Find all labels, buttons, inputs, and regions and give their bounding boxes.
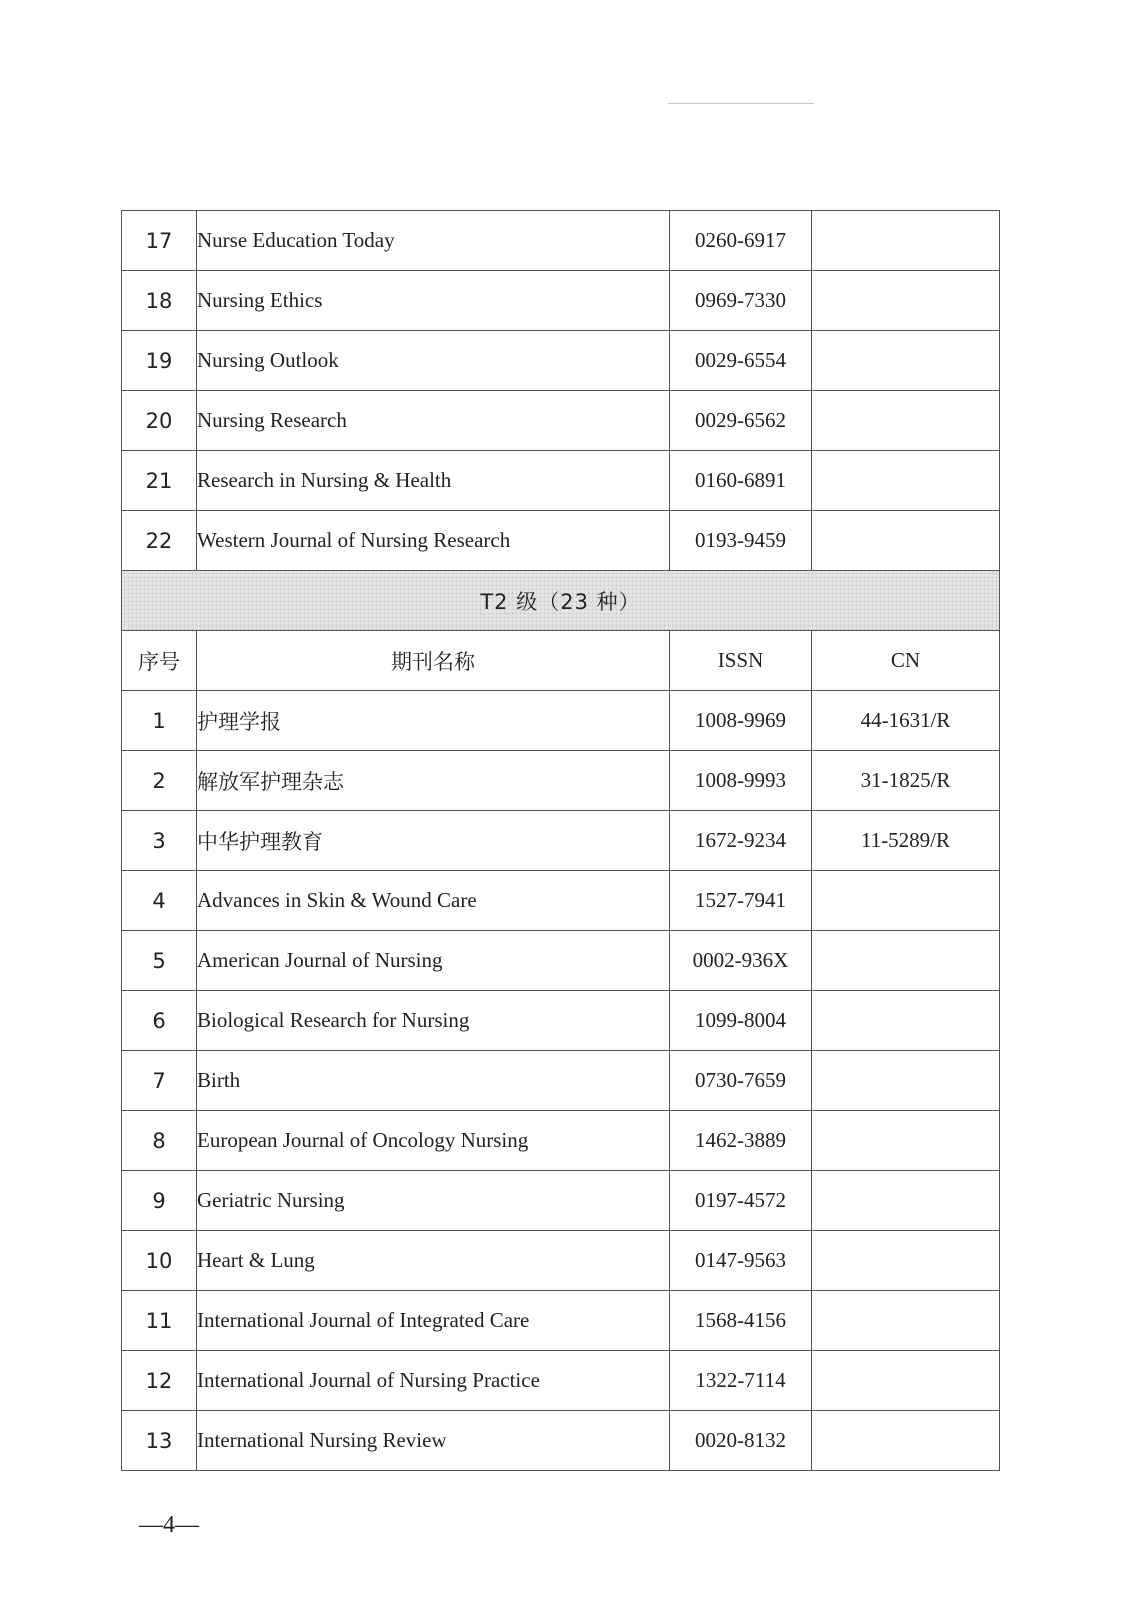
issn-cell: 1672-9234 (670, 811, 812, 871)
issn-cell: 0020-8132 (670, 1411, 812, 1471)
journal-name: 解放军护理杂志 (197, 751, 670, 811)
header-cn: CN (812, 631, 1000, 691)
row-number: 6 (122, 991, 197, 1051)
cn-cell (812, 1231, 1000, 1291)
table-row (122, 1051, 1000, 1111)
header-no: 序号 (122, 631, 197, 691)
cn-cell (812, 871, 1000, 931)
table-row (122, 331, 1000, 391)
row-number: 19 (122, 331, 197, 391)
journal-name: Western Journal of Nursing Research (197, 511, 670, 571)
cn-cell: 44-1631/R (812, 691, 1000, 751)
row-number: 7 (122, 1051, 197, 1111)
issn-cell: 0260-6917 (670, 211, 812, 271)
journal-name: International Journal of Integrated Care (197, 1291, 670, 1351)
row-number: 17 (122, 211, 197, 271)
cn-cell (812, 1051, 1000, 1111)
issn-cell: 1008-9969 (670, 691, 812, 751)
journal-name: American Journal of Nursing (197, 931, 670, 991)
cn-cell (812, 451, 1000, 511)
table-row (122, 1291, 1000, 1351)
issn-cell: 0160-6891 (670, 451, 812, 511)
header-issn: ISSN (670, 631, 812, 691)
cn-cell (812, 1111, 1000, 1171)
row-number: 21 (122, 451, 197, 511)
issn-cell: 1099-8004 (670, 991, 812, 1051)
t1-continued-rows (122, 211, 1000, 571)
journal-table (121, 210, 1000, 1471)
cn-cell (812, 1351, 1000, 1411)
table-row (122, 1351, 1000, 1411)
table-row (122, 271, 1000, 331)
journal-name: Nursing Ethics (197, 271, 670, 331)
cn-cell (812, 1411, 1000, 1471)
issn-cell: 1462-3889 (670, 1111, 812, 1171)
header-row (122, 631, 1000, 691)
table-row (122, 871, 1000, 931)
table-row (122, 1111, 1000, 1171)
cn-cell (812, 211, 1000, 271)
table-row (122, 691, 1000, 751)
table-row (122, 511, 1000, 571)
row-number: 10 (122, 1231, 197, 1291)
row-number: 12 (122, 1351, 197, 1411)
journal-name: Advances in Skin & Wound Care (197, 871, 670, 931)
issn-cell: 1568-4156 (670, 1291, 812, 1351)
row-number: 3 (122, 811, 197, 871)
row-number: 2 (122, 751, 197, 811)
table-row (122, 991, 1000, 1051)
issn-cell: 1527-7941 (670, 871, 812, 931)
cn-cell (812, 391, 1000, 451)
row-number: 13 (122, 1411, 197, 1471)
journal-name: Nursing Outlook (197, 331, 670, 391)
section-title: T2 级（23 种） (122, 571, 1000, 631)
journal-name: 护理学报 (197, 691, 670, 751)
section-row (122, 571, 1000, 631)
issn-cell: 0029-6554 (670, 331, 812, 391)
journal-name: 中华护理教育 (197, 811, 670, 871)
cn-cell (812, 931, 1000, 991)
table-row (122, 391, 1000, 451)
issn-cell: 1322-7114 (670, 1351, 812, 1411)
row-number: 20 (122, 391, 197, 451)
table-row (122, 751, 1000, 811)
cn-cell (812, 331, 1000, 391)
issn-cell: 0147-9563 (670, 1231, 812, 1291)
journal-name: Research in Nursing & Health (197, 451, 670, 511)
issn-cell: 0730-7659 (670, 1051, 812, 1111)
issn-cell: 0029-6562 (670, 391, 812, 451)
header-name: 期刊名称 (197, 631, 670, 691)
issn-cell: 0002-936X (670, 931, 812, 991)
issn-cell: 0197-4572 (670, 1171, 812, 1231)
row-number: 22 (122, 511, 197, 571)
table-row (122, 1411, 1000, 1471)
issn-cell: 1008-9993 (670, 751, 812, 811)
table-row (122, 451, 1000, 511)
page-number: —4— (139, 1512, 199, 1538)
journal-name: International Journal of Nursing Practice (197, 1351, 670, 1411)
row-number: 5 (122, 931, 197, 991)
journal-name: International Nursing Review (197, 1411, 670, 1471)
table-row (122, 211, 1000, 271)
journal-name: Geriatric Nursing (197, 1171, 670, 1231)
cn-cell (812, 511, 1000, 571)
cn-cell (812, 1171, 1000, 1231)
table-row (122, 931, 1000, 991)
journal-name: European Journal of Oncology Nursing (197, 1111, 670, 1171)
journal-name: Biological Research for Nursing (197, 991, 670, 1051)
table-row (122, 811, 1000, 871)
row-number: 18 (122, 271, 197, 331)
t2-rows (122, 691, 1000, 1471)
row-number: 4 (122, 871, 197, 931)
issn-cell: 0969-7330 (670, 271, 812, 331)
table-row (122, 1171, 1000, 1231)
table-row (122, 1231, 1000, 1291)
cn-cell (812, 1291, 1000, 1351)
journal-name: Birth (197, 1051, 670, 1111)
cn-cell (812, 271, 1000, 331)
journal-name: Nurse Education Today (197, 211, 670, 271)
row-number: 8 (122, 1111, 197, 1171)
row-number: 9 (122, 1171, 197, 1231)
journal-name: Heart & Lung (197, 1231, 670, 1291)
journal-name: Nursing Research (197, 391, 670, 451)
issn-cell: 0193-9459 (670, 511, 812, 571)
cn-cell: 11-5289/R (812, 811, 1000, 871)
cn-cell: 31-1825/R (812, 751, 1000, 811)
row-number: 1 (122, 691, 197, 751)
cn-cell (812, 991, 1000, 1051)
row-number: 11 (122, 1291, 197, 1351)
header-rule (668, 103, 814, 104)
